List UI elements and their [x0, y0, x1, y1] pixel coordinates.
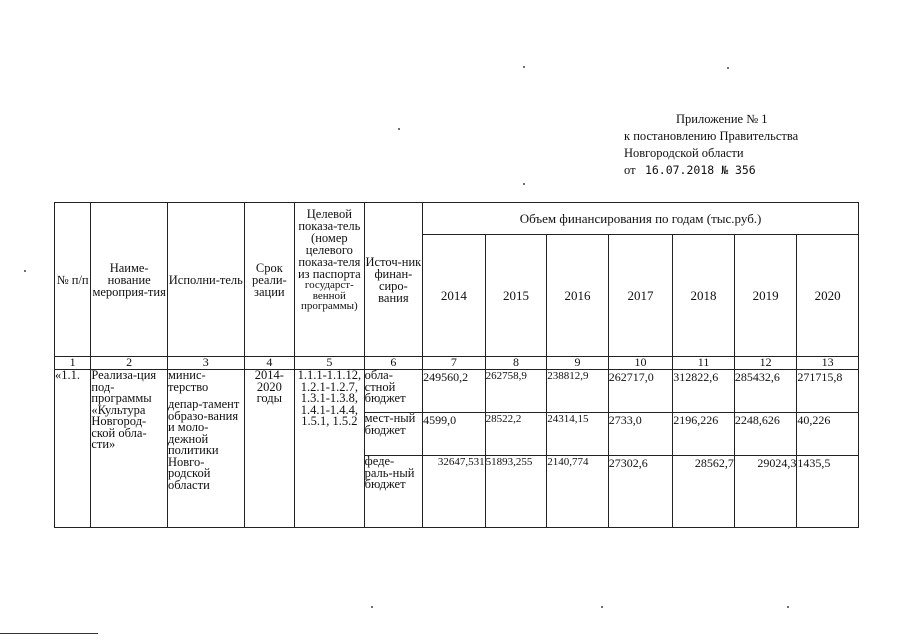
- header-target-small: государст-венной программы): [300, 279, 358, 312]
- value-cell: 2196,226: [673, 413, 735, 456]
- col-number: 8: [485, 357, 547, 370]
- col-number: 3: [167, 357, 244, 370]
- row-name: Реализа-ция под-программы «Культура Новгород-ской обла-сти»: [91, 370, 168, 528]
- col-number: 10: [608, 357, 673, 370]
- col-number: 7: [423, 357, 486, 370]
- funding-table: [54, 202, 859, 528]
- scan-speck: [787, 606, 789, 608]
- col-number: 13: [797, 357, 859, 370]
- executor-ministry: минис-терство: [167, 368, 209, 394]
- document-header: [624, 111, 798, 179]
- scan-speck: [523, 66, 525, 68]
- scan-speck: [398, 128, 400, 130]
- value-cell: 28522,2: [485, 413, 547, 456]
- value-cell: 40,226: [797, 413, 859, 456]
- value-cell: 32647,531: [423, 456, 486, 528]
- year-2017: 2017: [608, 235, 673, 357]
- header-target-main: Целевой показа-тель (номер целевого показа-теля из паспорта: [297, 207, 361, 281]
- value-cell: 2733,0: [608, 413, 673, 456]
- value-cell: 2248,626: [734, 413, 797, 456]
- value-cell: 312822,6: [673, 370, 735, 413]
- scan-speck: [601, 606, 603, 608]
- year-2019: 2019: [734, 235, 797, 357]
- resolution-date-number: 16.07.2018 № 356: [644, 163, 756, 177]
- header-funding: Объем финансирования по годам (тыс.руб.): [423, 203, 859, 235]
- year-2016: 2016: [547, 235, 609, 357]
- value-cell: 238812,9: [547, 370, 609, 413]
- appendix-title: Приложение № 1: [676, 112, 768, 126]
- header-name: Наиме-нование мероприя-тия: [91, 203, 168, 357]
- scan-speck: [24, 270, 26, 272]
- scan-speck: [727, 67, 729, 69]
- year-2018: 2018: [673, 235, 735, 357]
- value-cell: 28562,7: [673, 456, 735, 528]
- col-number: 2: [91, 357, 168, 370]
- year-2015: 2015: [485, 235, 547, 357]
- row-num: «1.1.: [55, 370, 91, 528]
- year-2014: 2014: [423, 235, 486, 357]
- value-cell: 24314,15: [547, 413, 609, 456]
- value-cell: 249560,2: [423, 370, 486, 413]
- col-number: 6: [364, 357, 423, 370]
- date-prefix: от: [624, 163, 636, 177]
- header-num: № п/п: [55, 203, 91, 357]
- value-cell: 1435,5: [797, 456, 859, 528]
- date-line: [624, 162, 798, 179]
- col-number: 1: [55, 357, 91, 370]
- value-cell: 27302,6: [608, 456, 673, 528]
- row-executor: [167, 370, 244, 528]
- header-target: [295, 203, 365, 357]
- col-number: 9: [547, 357, 609, 370]
- value-cell: 262758,9: [485, 370, 547, 413]
- col-number: 4: [244, 357, 294, 370]
- header-executor: Исполни-тель: [167, 203, 244, 357]
- scan-speck: [371, 606, 373, 608]
- col-number: 11: [673, 357, 735, 370]
- source-local: мест-ный бюджет: [364, 413, 423, 456]
- row-term: 2014-2020 годы: [244, 370, 294, 528]
- executor-department: депар-тамент образо-вания и моло-дежной политики Новго-родской области: [167, 397, 240, 492]
- source-regional: обла-стной бюджет: [364, 370, 423, 413]
- value-cell: 271715,8: [797, 370, 859, 413]
- col-number: 5: [295, 357, 365, 370]
- header-source: Источ-ник финан-сиро-вания: [364, 203, 423, 357]
- value-cell: 29024,3: [734, 456, 797, 528]
- scan-speck: [523, 183, 525, 185]
- header-term: Срок реали-зации: [244, 203, 294, 357]
- region-line: Новгородской области: [624, 146, 744, 160]
- value-cell: 285432,6: [734, 370, 797, 413]
- value-cell: 262717,0: [608, 370, 673, 413]
- source-federal: феде-раль-ный бюджет: [364, 456, 423, 528]
- scan-artifact-line: [0, 633, 98, 634]
- row-target: 1.1.1-1.1.12, 1.2.1-1.2.7, 1.3.1-1.3.8, 1.4.1-1.4.4, 1.5.1, 1.5.2: [295, 370, 365, 528]
- year-2020: 2020: [797, 235, 859, 357]
- col-number: 12: [734, 357, 797, 370]
- value-cell: 51893,255: [485, 456, 547, 528]
- value-cell: 4599,0: [423, 413, 486, 456]
- resolution-line: к постановлению Правительства: [624, 129, 799, 143]
- value-cell: 2140,774: [547, 456, 609, 528]
